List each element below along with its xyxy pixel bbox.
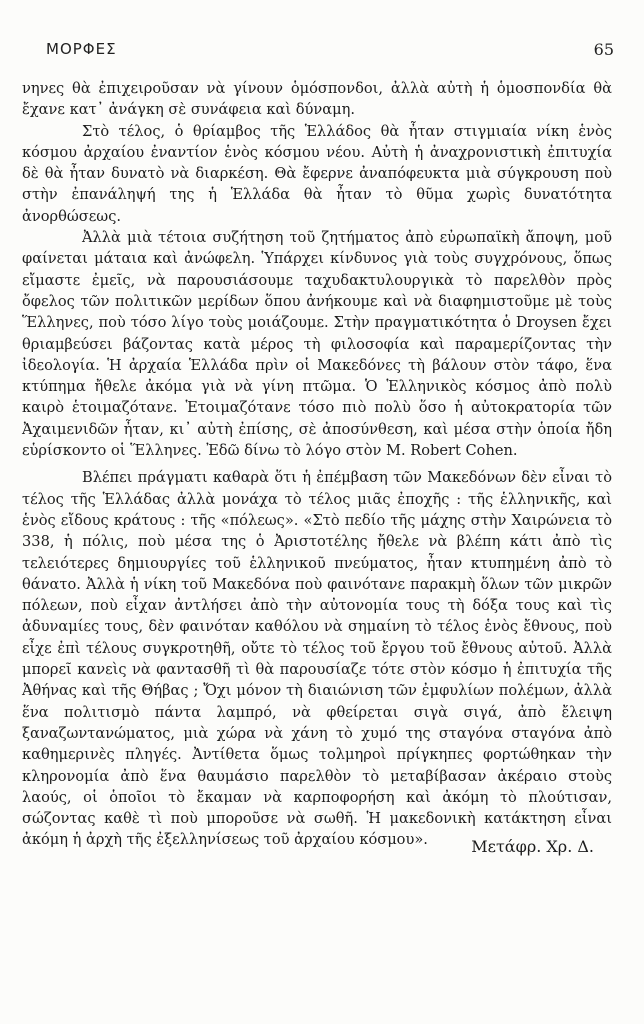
- page-header: [46, 40, 614, 64]
- translator-signature: Μετάφρ. Χρ. Δ.: [471, 837, 594, 856]
- paragraph-triumph-of-greece: Στὸ τέλος, ὁ θρίαμβος τῆς Ἑλλάδος θὰ ἦταν στιγμιαία νίκη ἑνὸς κόσμου ἀρχαίου ἐναντίον ἑνὸς κόσμου νέου. Αὐτὴ ἡ ἀναχρονιστικὴ ἐπιτυχία δὲ θὰ ἦταν δυνατὸ νὰ διαρκέση. Θὰ ἔφερνε ἀναπόφευκτα μιὰ σύγκρουση ποὺ στὴν ἐπανάληψή της ἡ Ἑλλάδα θὰ ἦταν τὸ θῦμα χωρὶς δυνατότητα ἀνορθώσεως.: [22, 122, 612, 225]
- page-number: 65: [593, 40, 614, 59]
- article-body: [22, 78, 612, 851]
- paragraph-european-view: Ἀλλὰ μιὰ τέτοια συζήτηση τοῦ ζητήματος ἀπὸ εὐρωπαϊκὴ ἄποψη, μοῦ φαίνεται μάταια καὶ ἀνώφελη. Ὑπάρχει κίνδυνος γιὰ τοὺς συγχρόνους, ὅπως εἴμαστε ἐμεῖς, νὰ παρουσιάσουμε ταχυδακτυλουργικὰ τὸ παρελθὸν πρὸς ὄφελος τῶν πολιτικῶν μερίδων ὅπου ἀνήκουμε καὶ νὰ διαφημιστοῦμε μὲ τοὺς Ἕλληνες, ποὺ τόσο λίγο τοὺς μοιάζουμε. Στὴν πραγματικότητα ὁ Droysen ἔχει θριαμβεύσει βάζοντας κατὰ μέρος τὴ φιλοσοφία καὶ παραμερίζοντας τὴν ἰδεολογία. Ἡ ἀρχαία Ἑλλάδα πρὶν οἱ Μακεδόνες τὴ βάλουν στὸν τάφο, ἕνα κτύπημα ἤθελε ἀκόμα γιὰ νὰ γίνη πτῶμα. Ὁ Ἑλληνικὸς κόσμος ἀπὸ πολὺ καιρὸ ἑτοιμαζότανε. Ἑτοιμαζότανε τόσο πιὸ πολὺ ὅσο ἡ αὐτοκρατορία τῶν Ἀχαιμενιδῶν ἦταν, κι᾿ αὐτὴ ἐπίσης, σὲ ἀποσύνθεση, καὶ μέσα στὴν ὁποία ἤδη εὑρίσκοντο οἱ Ἕλληνες. Ἐδῶ δίνω τὸ λόγο στὸν M. Robert Cohen.: [22, 229, 612, 460]
- paragraph-continuation: νηνες θὰ ἐπιχειροῦσαν νὰ γίνουν ὁμόσπονδοι, ἀλλὰ αὐτὴ ἡ ὁμοσπονδία θὰ ἔχανε κατ᾿ ἀνάγκη σὲ συνάφεια καὶ δύναμη.: [22, 80, 612, 119]
- running-title: ΜΟΡΦΕΣ: [46, 40, 117, 58]
- paragraph-macedonian-intervention: Βλέπει πράγματι καθαρὰ ὅτι ἡ ἐπέμβαση τῶν Μακεδόνων δὲν εἶναι τὸ τέλος τῆς Ἑλλάδας ἀλλὰ μονάχα τὸ τέλος μιᾶς ἐποχῆς : τῆς ἑλληνικῆς, καὶ ἑνὸς εἴδους κράτους : τῆς «πόλεως». «Στὸ πεδίο τῆς μάχης στὴν Χαιρώνεια τὸ 338, ἡ πόλις, ποὺ μέσα της ὁ Ἀριστοτέλης ἤθελε νὰ βλέπη κάτι ἀπὸ τὶς τελειότερες δημιουργίες τοῦ ἑλληνικοῦ πνεύματος, ἦταν κτυπημένη ἀπὸ τὸ θάνατο. Ἀλλὰ ἡ νίκη τοῦ Μακεδόνα ποὺ φαινότανε παρακμὴ ὅλων τῶν μικρῶν πόλεων, ποὺ εἶχαν ἀντλήσει ἀπὸ τὴν αὐτονομία τους τὴ δόξα τους καὶ τὶς ἀδυναμίες τους, δὲν φαινόταν καθόλου νὰ σημαίνη τὸ τέλος ἑνὸς ἔθνους, ποὺ εἶχε ἐπὶ τέλους συγκροτηθῆ, οὔτε τὸ τέλος τοῦ ἔργου τοῦ ἔθνους αὐτοῦ. Ἀλλὰ μπορεῖ κανεὶς νὰ φαντασθῆ τὶ θὰ παρουσίαζε τότε στὸν κόσμο ἡ ἐπιτυχία τῆς Ἀθήνας καὶ τῆς Θήβας ; Ὄχι μόνον τὴ διαιώνιση τῶν ἐμφυλίων πολέμων, ἀλλὰ ἕνα πολιτισμὸ πάντα λαμπρό, νὰ φθείρεται σιγὰ σιγά, ἀπὸ ἔλειψη ξαναζωντανώματος, μιὰ χώρα νὰ χάνη τὸ χυμό της σταγόνα σταγόνα ἀπὸ καθημερινὲς πληγές. Ἀντίθετα ὅμως τολμηροὶ πρίγκηπες φορτώθηκαν τὴν κληρονομία ἀπὸ ἕνα θαυμάσιο παρελθὸν τὸ μεταβίβασαν ἀκέραιο στοὺς λαούς, οἱ ὁποῖοι τὸ ἔκαμαν νὰ καρποφορήση καὶ ἀκόμη τὸ πλούτισαν, σώζοντας καθὲ τὶ ποὺ μποροῦσε νὰ σωθῆ. Ἡ μακεδονικὴ κατάκτηση εἶναι ἀκόμη ἡ ἀρχὴ τῆς ἐξελληνίσεως τοῦ ἀρχαίου κόσμου».: [22, 469, 612, 849]
